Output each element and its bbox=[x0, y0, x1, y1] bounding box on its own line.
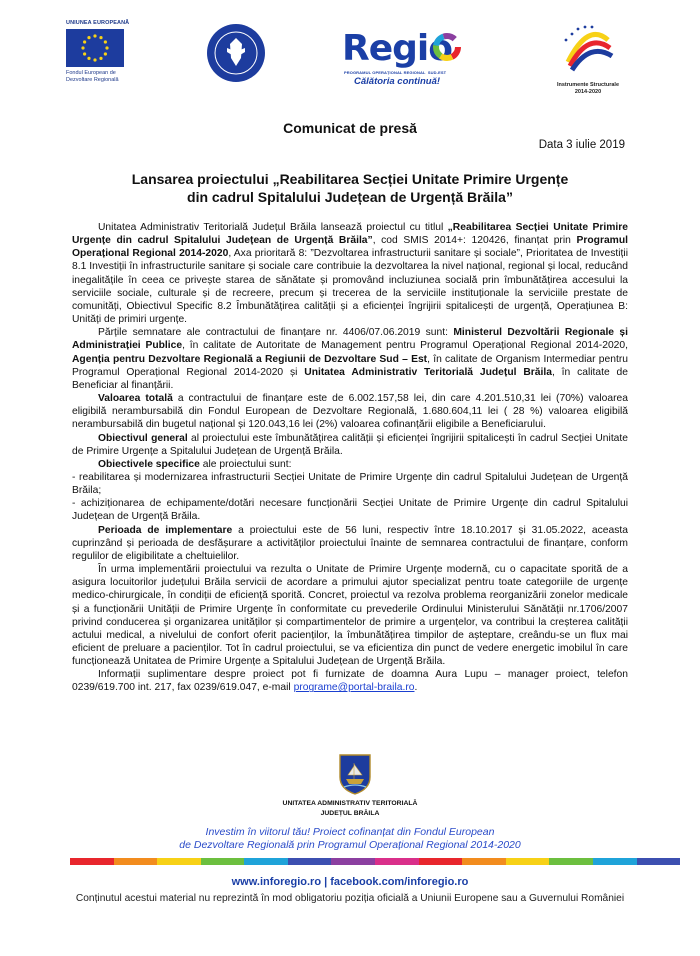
eu-star-icon bbox=[87, 36, 90, 39]
structural-instruments-icon bbox=[548, 22, 628, 80]
eu-star-icon bbox=[81, 46, 84, 49]
investment-line-2: de Dezvoltare Regională prin Programul Operațional Regional 2014-2020 bbox=[179, 839, 521, 851]
eu-logo bbox=[66, 20, 146, 84]
press-release-title: Comunicat de presă bbox=[283, 120, 417, 136]
eu-star-icon bbox=[83, 52, 86, 55]
government-seal-icon bbox=[205, 22, 267, 84]
rainbow-segment bbox=[201, 858, 245, 865]
rainbow-segment bbox=[331, 858, 375, 865]
paragraph-general-objective: Obiectivul general al proiectului este îmbunătățirea calității și eficienței îngrijirii spitalicești în cadrul Secției Unitate de Primire Urgențe a Spitalului Județean de Urgență Brăila. bbox=[72, 432, 628, 457]
paragraph-implementation-period: Perioada de implementare a proiectului este de 56 luni, respectiv între 18.10.2017 și 31.05.2022, aceasta cuprinzând și perioada de desfășurare a activităților proiectului înainte de semnarea contractului de finanțare, conform regulilor de eligibilitate a cheltuielilor. bbox=[72, 524, 628, 562]
headline-line-1: Lansarea proiectului „Reabilitarea Secției Unitate Primire Urgențe bbox=[131, 171, 569, 187]
rainbow-segment bbox=[157, 858, 201, 865]
rainbow-divider bbox=[70, 858, 680, 865]
structural-instruments-logo bbox=[548, 22, 628, 102]
paragraph-specific-objectives: Obiectivele specifice ale proiectului sunt: bbox=[98, 458, 292, 470]
eu-star-icon bbox=[104, 40, 107, 43]
list-item-objective-1: - reabilitarea și modernizarea infrastructurii Secției Unitate de Primire Urgențe din cadrul Spitalului Județean de Urgență Brăila; bbox=[72, 471, 628, 497]
eu-caption: UNIUNEA EUROPEANĂ bbox=[66, 20, 130, 26]
rainbow-segment bbox=[506, 858, 550, 865]
rainbow-segment bbox=[244, 858, 288, 865]
paragraph-intro: Unitatea Administrativ Teritorială Județul Brăila lansează proiectul cu titlul „Reabilitarea Secției Unitate Primire Urgențe din cadrul Spitalului Județean de Urgență Brăila”, cod SMIS 2014+: 120426, finanțat prin Programul Operațional Regional 2014-2020, Axa prioritară 8: ”Dezvoltarea infrastructurii sanitare și sociale”, Prioritatea de Investiții 8.1 Investiții în infrastructurile sanitare și sociale care contribuie la dezvoltarea la nivel național, regional și local, reducând inegalitățile în ceea ce privește starea de sănătate și promovând incluziunea socială prin îmbunătățirea accesului la serviciile sociale, culturale și de recreere, precum și trecerea de la serviciile instituționale la serviciile prestate de comunități, Obiectivul Specific 8.2 Îmbunătățirea calității și a eficienței îngrijirii spitalicești de urgență, Operațiunea B: Unități de primiri urgențe. bbox=[72, 222, 628, 326]
eu-star-icon bbox=[83, 40, 86, 43]
headline-line-2: din cadrul Spitalului Județean de Urgență Brăila” bbox=[187, 189, 513, 205]
footer-web-links: www.inforegio.ro | facebook.com/inforegio.ro bbox=[231, 876, 469, 888]
rainbow-segment bbox=[419, 858, 463, 865]
rainbow-segment bbox=[114, 858, 158, 865]
eu-sub1: Fondul European de bbox=[66, 70, 116, 76]
paragraph-value: Valoarea totală a contractului de finanțare este de 6.002.157,58 lei, din care 4.201.510,31 lei (70%) valoarea eligibilă nerambursabilă din Fondul European de Dezvoltare Regională, 1.680.604,11 lei ( 28 %) valoarea eligibilă nerambursabilă din bugetul național și 120.043,16 lei (2%) valoarea cofinanțării eligibile a Beneficiarului. bbox=[72, 393, 629, 431]
eu-star-icon bbox=[93, 34, 96, 37]
paragraph-results: În urma implementării proiectului va rezulta o Unitate de Primire Urgențe modernă, cu o capacitate sporită de a asigura locuitorilor județului Brăila servicii de acordare a primului ajutor specializat pentru toate categoriile de urgențe medico-chirurgicale, în condiții de eficiență sporită. Concret, proiectul va rezolva problema reorganizării zonelor medicale și a funcționării Unității de Primire Urgențe în conformitate cu prevederile Ordinului Ministerului Sănătății nr.1706/2007 privind conducerea și organizarea unităților și compartimentelor de primire a urgențelor, va contribui la creșterea calității actului medical, a nivelului de confort oferit pacienților, la îmbunătățirea timpilor de așteptare, creându-se un flux mai eficient de preluare a pacienților. Tot în cadrul proiectului, se va eficientiza din punct de vedere energetic imobilul în care funcționează Unitatea de Primire Urgențe a Spitalului Județean de Urgență Brăila. bbox=[72, 564, 628, 668]
eu-star-icon bbox=[104, 52, 107, 55]
structural-instruments-caption: Instrumente Structurale 2014-2020 bbox=[556, 82, 620, 95]
eu-flag-icon bbox=[66, 29, 124, 67]
paragraph-parties: Părțile semnatare ale contractului de finanțare nr. 4406/07.06.2019 sunt: Ministerul Dezvoltării Regionale și Administrației Publice, în calitate de Autoritate de Management pentru Programul Operațional Regional 2014-2020, Agenția pentru Dezvoltare Regională a Regiunii de Dezvoltare Sud – Est, în calitate de Organism Intermediar pentru Programul Operațional Regional 2014-2020 și Unitatea Administrativ Teritorială Județul Brăila, în calitate de Beneficiar al finanțării. bbox=[72, 327, 629, 391]
regio-logo bbox=[340, 28, 466, 88]
rainbow-segment bbox=[637, 858, 681, 865]
eu-star-icon bbox=[87, 57, 90, 60]
footer-investment-statement bbox=[0, 826, 700, 852]
article-body bbox=[72, 221, 628, 695]
eu-sub2: Dezvoltare Regională bbox=[66, 77, 119, 83]
rainbow-segment bbox=[593, 858, 637, 865]
rainbow-segment bbox=[375, 858, 419, 865]
footer-uat-line-1: UNITATEA ADMINISTRATIV TERITORIALĂ bbox=[282, 800, 418, 807]
footer-disclaimer: Conținutul acestui material nu reprezintă în mod obligatoriu poziția oficială a Uniunii Europene sau a Guvernului României bbox=[75, 893, 625, 904]
eu-star-icon bbox=[99, 36, 102, 39]
release-date: Data 3 iulie 2019 bbox=[538, 139, 625, 151]
eu-star-icon bbox=[99, 57, 102, 60]
rainbow-segment bbox=[70, 858, 114, 865]
headline bbox=[60, 170, 640, 206]
regio-slogan: Călătoria continuă! bbox=[354, 76, 441, 87]
braila-crest-icon bbox=[338, 753, 372, 795]
rainbow-segment bbox=[549, 858, 593, 865]
eu-star-icon bbox=[105, 46, 108, 49]
rainbow-segment bbox=[462, 858, 506, 865]
investment-line-1: Investim în viitorul tău! Proiect cofinanțat din Fondul European bbox=[205, 826, 495, 838]
logo-bar bbox=[0, 14, 700, 114]
footer-uat-line-2: JUDEȚUL BRĂILA bbox=[320, 810, 380, 817]
list-item-objective-2: - achiziționarea de echipamente/dotări necesare funcționării Secției Unitate de Primire Urgențe din cadrul Spitalului Județean de Urgență Brăila. bbox=[72, 498, 628, 523]
rainbow-segment bbox=[288, 858, 332, 865]
paragraph-contact: Informații suplimentare despre proiect pot fi furnizate de doamna Aura Lupu – manager proiect, telefon 0239/619.700 int. 217, fax 0239/619.047, e-mail programe@portal-braila.ro. bbox=[72, 669, 628, 694]
eu-star-icon bbox=[93, 58, 96, 61]
regio-color-ring-icon bbox=[432, 32, 462, 62]
regio-program-line: PROGRAMUL OPERAȚIONAL REGIONAL SUD-EST bbox=[344, 70, 447, 75]
regio-wordmark: Regio bbox=[342, 28, 452, 69]
contact-email-link[interactable]: programe@portal-braila.ro bbox=[293, 682, 415, 694]
